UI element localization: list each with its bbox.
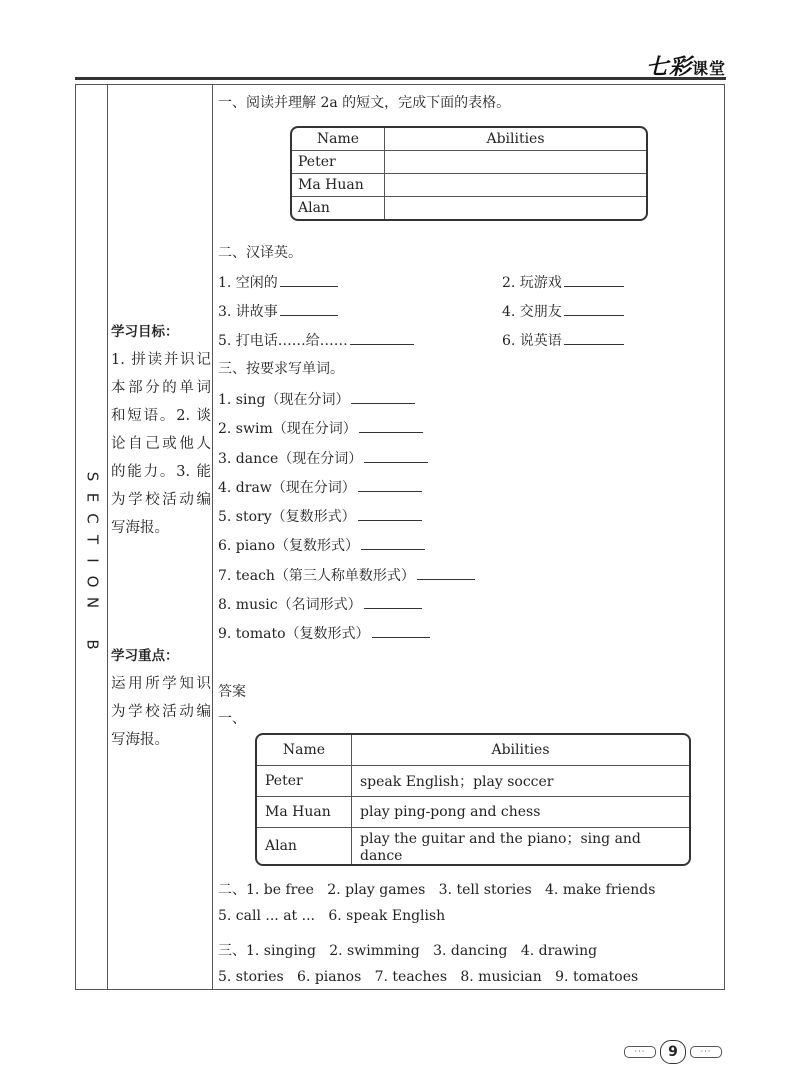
part1-table [290, 126, 648, 221]
answers-part1-label: 一、 [218, 711, 246, 727]
list-item: 6. piano（复数形式） [218, 535, 425, 555]
answer-blank[interactable] [564, 330, 624, 345]
list-item: 4. 交朋友 [502, 301, 624, 321]
answer-blank[interactable] [417, 565, 475, 580]
answers-part3-line1: 三、1. singing 2. swimming 3. dancing 4. drawing [218, 943, 598, 959]
table-row: Peter speak English；play soccer [257, 766, 689, 797]
table-row-name: Peter [292, 151, 385, 174]
list-item: 2. 玩游戏 [502, 272, 624, 292]
col-header-abilities: Abilities [352, 735, 689, 766]
answer-blank[interactable] [564, 301, 624, 316]
answer-blank[interactable] [350, 330, 414, 345]
abilities-blank[interactable] [385, 174, 646, 197]
answer-blank[interactable] [351, 389, 415, 404]
col-header-name: Name [257, 735, 352, 766]
goal-title: 学习目标： [111, 324, 179, 340]
answer-blank[interactable] [358, 477, 422, 492]
dots-decoration: ··· [624, 1046, 656, 1058]
list-item: 1. 空闲的 [218, 272, 338, 292]
list-item: 1. sing（现在分词） [218, 389, 415, 409]
header-rule [75, 77, 726, 80]
part3-title: 三、按要求写单词。 [218, 361, 344, 377]
table-row: Alan play the guitar and the piano；sing and dance [257, 828, 689, 864]
learning-focus [111, 642, 211, 754]
list-item: 3. 讲故事 [218, 301, 338, 321]
list-item: 7. teach（第三人称单数形式） [218, 565, 475, 585]
answer-blank[interactable] [280, 272, 338, 287]
list-item: 4. draw（现在分词） [218, 477, 422, 497]
answer-blank[interactable] [364, 594, 422, 609]
answer-blank[interactable] [372, 623, 430, 638]
list-item: 5. story（复数形式） [218, 506, 422, 526]
goal-text: 1. 拼读并识记本部分的单词和短语。2. 谈论自己或他人的能力。3. 能为学校活动编写海报。 [111, 352, 211, 536]
answers-part2-line1: 二、1. be free 2. play games 3. tell stories 4. make friends [218, 882, 656, 898]
table-row-name: Ma Huan [292, 174, 385, 197]
list-item: 5. 打电话……给…… [218, 330, 414, 350]
answer-blank[interactable] [358, 506, 422, 521]
list-item: 9. tomato（复数形式） [218, 623, 430, 643]
section-label: S E C T I O N B [83, 471, 102, 650]
answer-blank[interactable] [361, 535, 425, 550]
list-item: 2. swim（现在分词） [218, 418, 423, 438]
answer-blank[interactable] [564, 272, 624, 287]
answers-part3-line2: 5. stories 6. pianos 7. teaches 8. musician 9. tomatoes [218, 969, 639, 985]
brand-logo: 七彩课堂 [645, 55, 726, 80]
list-item: 6. 说英语 [502, 330, 624, 350]
answer-blank[interactable] [359, 418, 423, 433]
learning-goals [111, 318, 211, 542]
page-number: ··· 9 ··· [624, 1040, 722, 1064]
answer-blank[interactable] [280, 301, 338, 316]
part1-title: 一、阅读并理解 2a 的短文，完成下面的表格。 [218, 95, 511, 111]
focus-title: 学习重点： [111, 648, 179, 664]
col-header-abilities: Abilities [385, 128, 646, 151]
list-item: 3. dance（现在分词） [218, 448, 428, 468]
dots-decoration: ··· [690, 1046, 722, 1058]
answers-table [255, 733, 691, 866]
part2-title: 二、汉译英。 [218, 245, 302, 261]
focus-text: 运用所学知识为学校活动编写海报。 [111, 676, 211, 748]
answers-title: 答案 [218, 684, 246, 700]
answers-part2-line2: 5. call ... at ... 6. speak English [218, 908, 446, 924]
table-row: Ma Huan play ping-pong and chess [257, 797, 689, 828]
col-header-name: Name [292, 128, 385, 151]
list-item: 8. music（名词形式） [218, 594, 422, 614]
abilities-blank[interactable] [385, 197, 646, 219]
answer-blank[interactable] [364, 448, 428, 463]
table-row-name: Alan [292, 197, 385, 219]
abilities-blank[interactable] [385, 151, 646, 174]
